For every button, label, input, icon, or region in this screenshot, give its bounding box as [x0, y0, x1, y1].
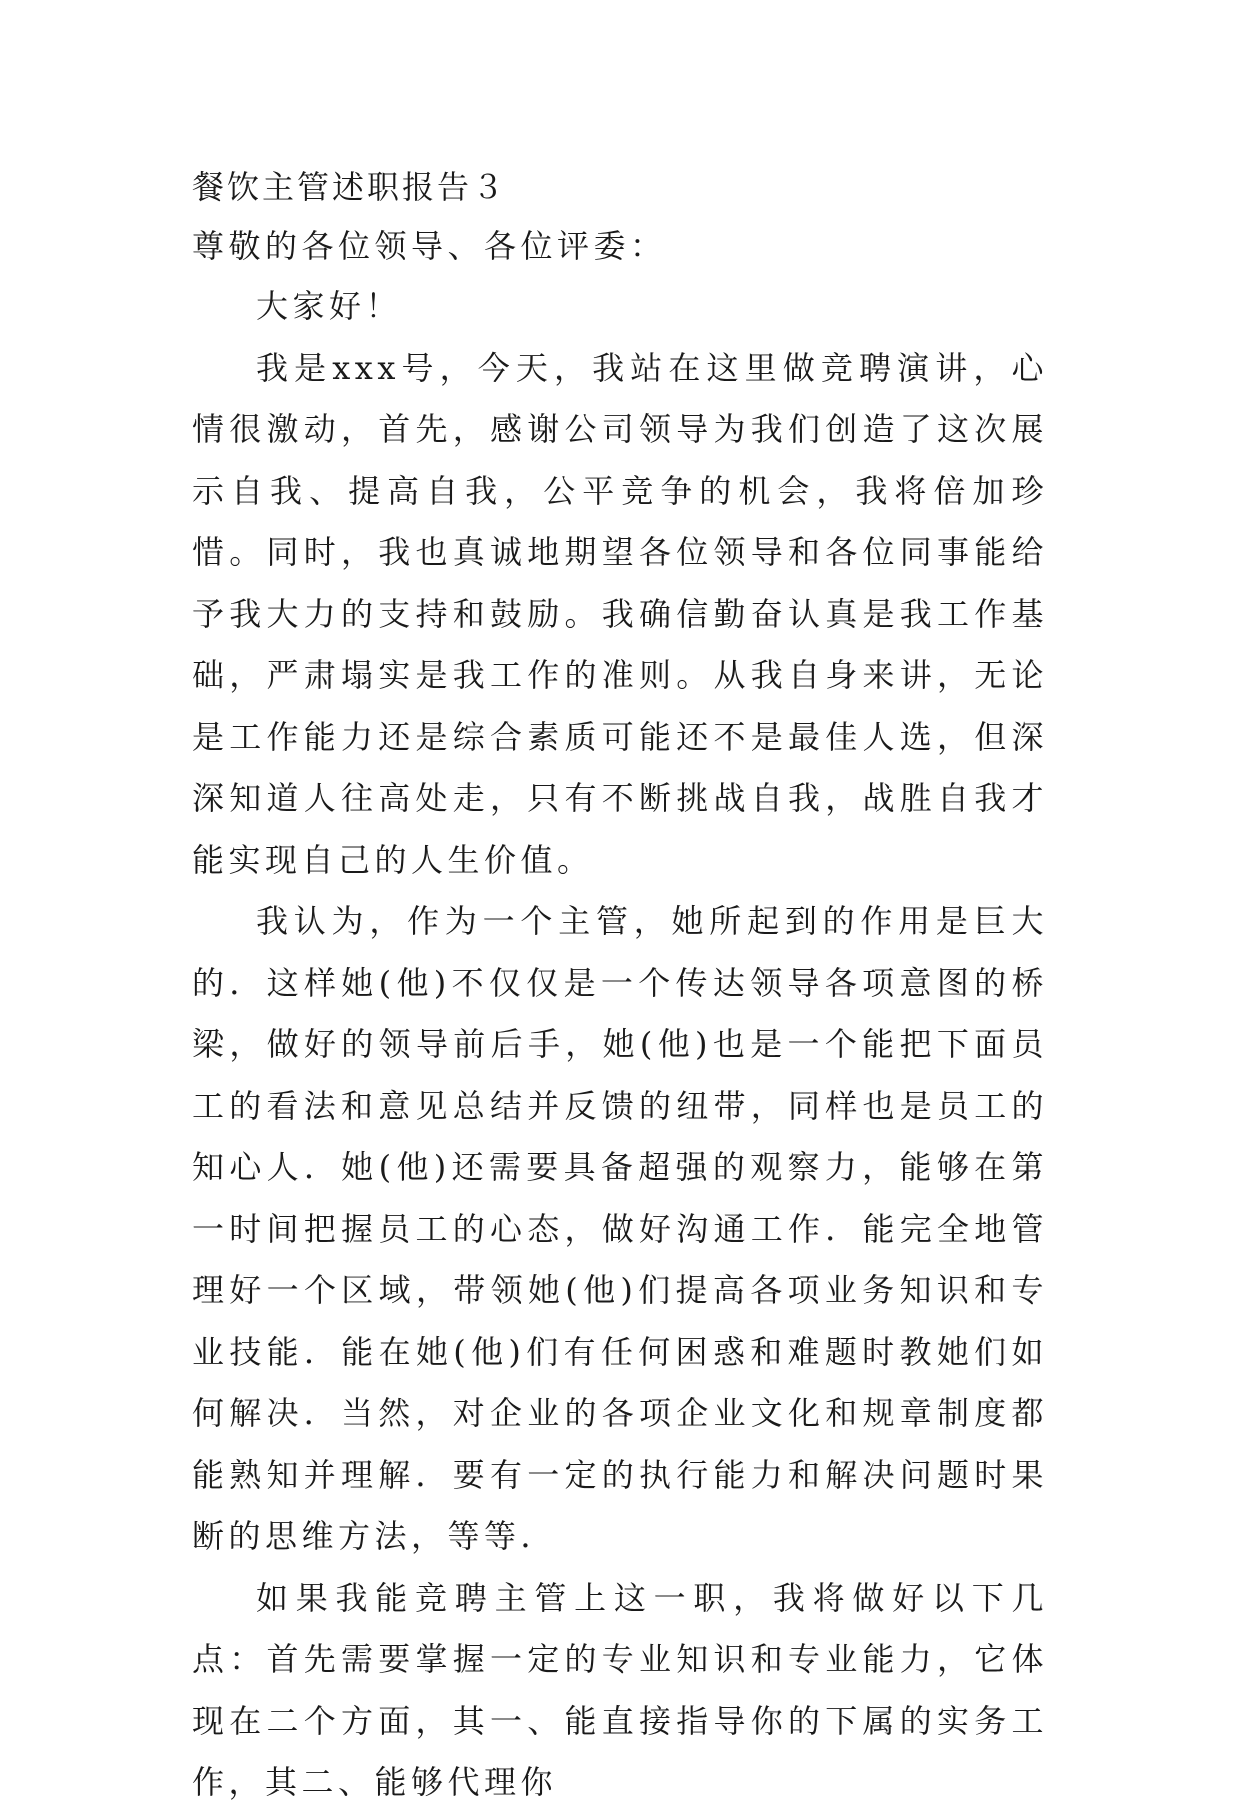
document-body — [192, 158, 1048, 1814]
paragraph-greeting: 大家好！ — [256, 287, 403, 325]
paragraph-role-of-supervisor: 我认为，作为一个主管，她所起到的作用是巨大的．这样她(他)不仅仅是一个传达领导各项意图的桥梁，做好的领导前后手，她(他)也是一个能把下面员工的看法和意见总结并反馈的纽带，同样也是员工的知心人．她(他)还需要具备超强的观察力，能够在第一时间把握员工的心态，做好沟通工作．能完全地管理好一个区域，带领她(他)们提高各项业务知识和专业技能．能在她(他)们有任何困惑和难题时教她们如何解决．当然，对企业的各项企业文化和规章制度都能熟知并理解．要有一定的执行能力和解决问题时果断的思维方法，等等． — [192, 902, 1048, 1555]
paragraph-plan: 如果我能竞聘主管上这一职，我将做好以下几点：首先需要掌握一定的专业知识和专业能力，它体现在二个方面，其一、能直接指导你的下属的实务工作，其二、能够代理你 — [192, 1578, 1048, 1801]
paragraph-introduction: 我是xxx号，今天，我站在这里做竞聘演讲，心情很激动，首先，感谢公司领导为我们创造了这次展示自我、提高自我，公平竞争的机会，我将倍加珍惜。同时，我也真诚地期望各位领导和各位同事能给予我大力的支持和鼓励。我确信勤奋认真是我工作基础，严肃塌实是我工作的准则。从我自身来讲，无论是工作能力还是综合素质可能还不是最佳人选，但深深知道人往高处走，只有不断挑战自我，战胜自我才能实现自己的人生价值。 — [192, 348, 1048, 879]
document-title: 餐饮主管述职报告３ — [192, 168, 508, 206]
salutation: 尊敬的各位领导、各位评委： — [192, 227, 667, 265]
